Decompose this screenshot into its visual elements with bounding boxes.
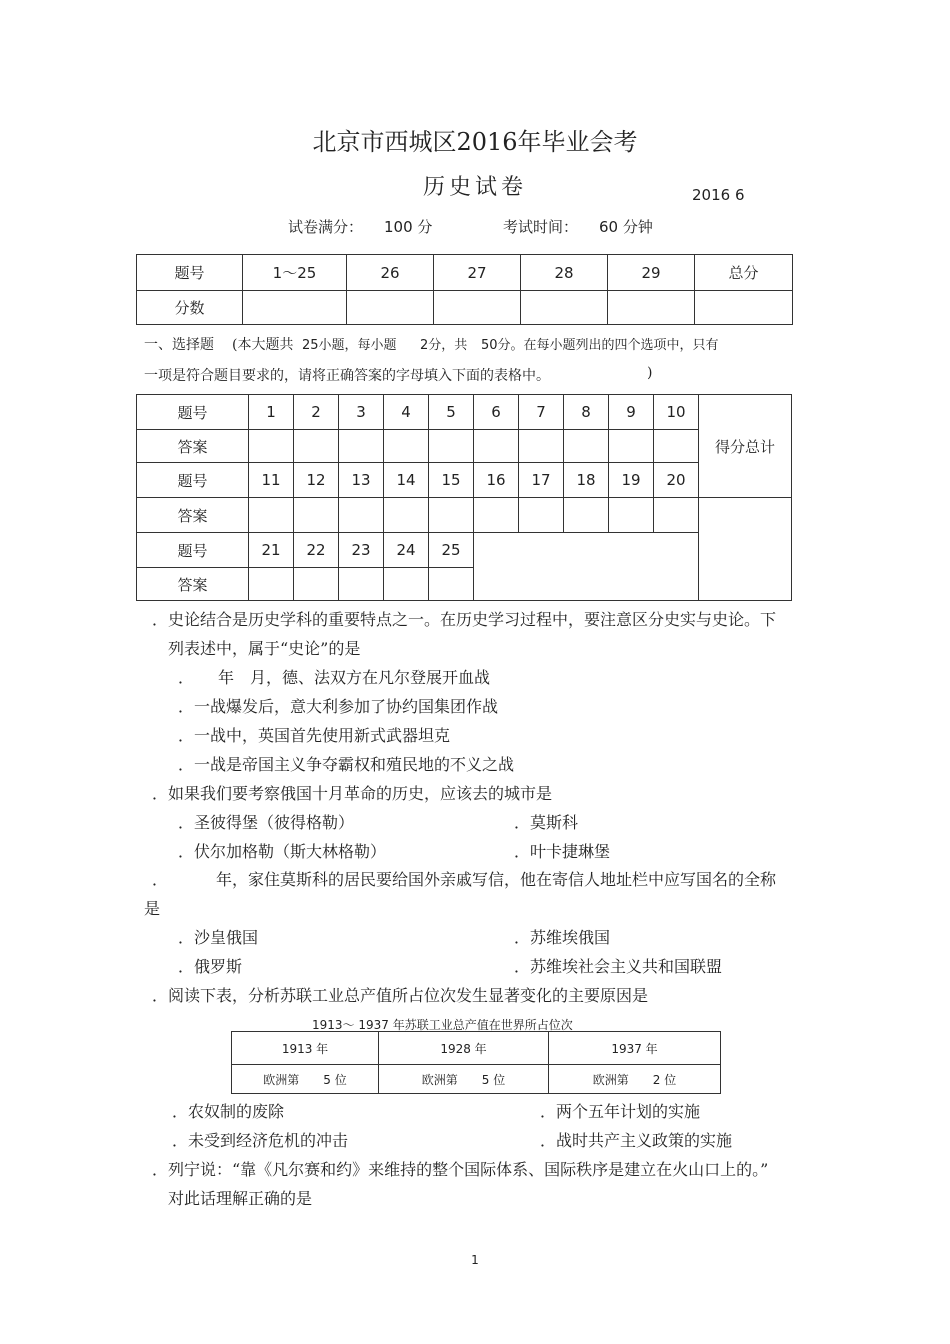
q2-option-b: ．莫斯科 [514,813,579,832]
time-value: 60 分钟 [599,218,653,236]
question-number: 17 [519,463,564,498]
score-header-cell: 28 [521,255,608,291]
answer-cell[interactable] [654,430,699,463]
score-header-cell: 26 [347,255,434,291]
q4-stem: ．阅读下表，分析苏联工业总产值所占位次发生显著变化的主要原因是 [152,986,649,1005]
answer-cell[interactable] [429,430,474,463]
question-number: 6 [474,395,519,430]
answer-cell[interactable] [474,430,519,463]
question-number: 7 [519,395,564,430]
score-header-cell: 总分 [695,255,793,291]
q4-option-b: ．两个五年计划的实施 [540,1102,701,1121]
section-instr: 一项是符合题目要求的，请将正确答案的字母填入下面的表格中。 [144,368,550,384]
answer-cell[interactable] [564,498,609,533]
question-number: 18 [564,463,609,498]
q1-option-a: ． 年 月，德、法双方在凡尔登展开血战 [178,668,491,687]
score-row-label: 分数 [137,291,243,325]
answer-cell[interactable] [294,568,339,601]
question-number: 16 [474,463,519,498]
score-table [136,254,793,325]
answer-label: 答案 [137,498,249,533]
q4-rank: 欧洲第 2 位 [549,1065,721,1094]
q1-option-d: ．一战是帝国主义争夺霸权和殖民地的不义之战 [178,755,515,774]
page-number: 1 [471,1253,479,1267]
question-number: 2 [294,395,339,430]
answer-cell[interactable] [519,498,564,533]
full-score-value: 100 分 [384,218,433,236]
section-heading: 一、选择题 [144,337,214,353]
time-label: 考试时间： [503,218,579,236]
question-number: 14 [384,463,429,498]
section-instr: 25小题，每小题 [302,338,397,353]
answer-cell[interactable] [429,568,474,601]
score-cell[interactable] [521,291,608,325]
answer-cell[interactable] [564,430,609,463]
score-header-cell: 1～25 [243,255,347,291]
total-score-label: 得分总计 [699,395,792,498]
q4-year: 1928 年 [379,1032,549,1065]
answer-cell[interactable] [339,498,384,533]
question-number: 12 [294,463,339,498]
q2-option-d: ．叶卡捷琳堡 [514,842,611,861]
answer-label: 题号 [137,395,249,430]
score-cell[interactable] [243,291,347,325]
q4-option-a: ．农奴制的废除 [172,1102,285,1121]
answer-cell[interactable] [339,568,384,601]
answer-cell[interactable] [609,498,654,533]
full-score-label: 试卷满分： [288,218,364,236]
q3-stem: 是 [144,899,161,918]
q2-stem: ．如果我们要考察俄国十月革命的历史，应该去的城市是 [152,784,553,803]
answer-cell[interactable] [384,430,429,463]
answer-cell[interactable] [294,498,339,533]
answer-cell[interactable] [519,430,564,463]
answer-cell[interactable] [249,568,294,601]
q1-option-c: ．一战中，英国首先使用新式武器坦克 [178,726,451,745]
question-number: 1 [249,395,294,430]
answer-cell[interactable] [384,568,429,601]
question-number: 3 [339,395,384,430]
total-score-cell[interactable] [699,498,792,601]
q3-number: ． [152,870,169,889]
question-number: 21 [249,533,294,568]
score-cell[interactable] [434,291,521,325]
question-number: 25 [429,533,474,568]
answer-cell[interactable] [609,430,654,463]
q2-option-a: ．圣彼得堡（彼得格勒） [178,813,355,832]
score-header-cell: 题号 [137,255,243,291]
answer-cell[interactable] [294,430,339,463]
question-number: 9 [609,395,654,430]
question-number: 8 [564,395,609,430]
section-instr: 50分。在每小题列出的四个选项中，只有 [481,338,719,353]
answer-label: 题号 [137,533,249,568]
question-number: 4 [384,395,429,430]
q4-year: 1913 年 [232,1032,379,1065]
section-instr: 2分，共 [420,338,468,353]
q3-option-c: ．俄罗斯 [178,957,243,976]
page-subtitle: 历史试卷 [422,175,527,200]
answer-label: 题号 [137,463,249,498]
blank-area [474,533,699,601]
score-cell[interactable] [347,291,434,325]
q5-stem: ．列宁说：“靠《凡尔赛和约》来维持的整个国际体系、国际秩序是建立在火山口上的。” [152,1160,769,1179]
question-number: 23 [339,533,384,568]
section-instr: (本大题共 [232,337,294,353]
answer-cell[interactable] [429,498,474,533]
question-number: 20 [654,463,699,498]
question-number: 19 [609,463,654,498]
q4-option-d: ．战时共产主义政策的实施 [540,1131,733,1150]
page-title: 北京市西城区2016年毕业会考 [312,128,638,156]
q4-option-c: ．未受到经济危机的冲击 [172,1131,349,1150]
question-number: 13 [339,463,384,498]
score-header-cell: 29 [608,255,695,291]
q4-table-caption: 1913～ 1937 年苏联工业总产值在世界所占位次 [312,1018,573,1032]
question-number: 24 [384,533,429,568]
question-number: 22 [294,533,339,568]
score-cell[interactable] [608,291,695,325]
question-number: 5 [429,395,474,430]
question-number: 10 [654,395,699,430]
answer-cell[interactable] [249,498,294,533]
answer-table [136,394,792,601]
answer-cell[interactable] [339,430,384,463]
answer-cell[interactable] [654,498,699,533]
answer-cell[interactable] [249,430,294,463]
q4-table [231,1031,721,1094]
answer-label: 答案 [137,430,249,463]
q3-stem: 年，家住莫斯科的居民要给国外亲戚写信，他在寄信人地址栏中应写国名的全称 [216,870,777,889]
q1-option-b: ．一战爆发后，意大利参加了协约国集团作战 [178,697,499,716]
q5-stem: 对此话理解正确的是 [168,1189,313,1208]
answer-label: 答案 [137,568,249,601]
question-number: 11 [249,463,294,498]
q4-year: 1937 年 [549,1032,721,1065]
exam-date: 2016 6 [692,186,745,204]
q3-option-a: ．沙皇俄国 [178,928,259,947]
q3-option-d: ．苏维埃社会主义共和国联盟 [514,957,723,976]
section-instr-end: ) [647,365,653,381]
answer-cell[interactable] [384,498,429,533]
q4-rank: 欧洲第 5 位 [232,1065,379,1094]
q2-option-c: ．伏尔加格勒（斯大林格勒） [178,842,387,861]
q1-stem: 列表述中，属于“史论”的是 [168,639,361,658]
question-number: 15 [429,463,474,498]
score-header-cell: 27 [434,255,521,291]
score-cell[interactable] [695,291,793,325]
q3-option-b: ．苏维埃俄国 [514,928,611,947]
q4-rank: 欧洲第 5 位 [379,1065,549,1094]
answer-cell[interactable] [474,498,519,533]
q1-stem: ．史论结合是历史学科的重要特点之一。在历史学习过程中，要注意区分史实与史论。下 [152,610,777,629]
